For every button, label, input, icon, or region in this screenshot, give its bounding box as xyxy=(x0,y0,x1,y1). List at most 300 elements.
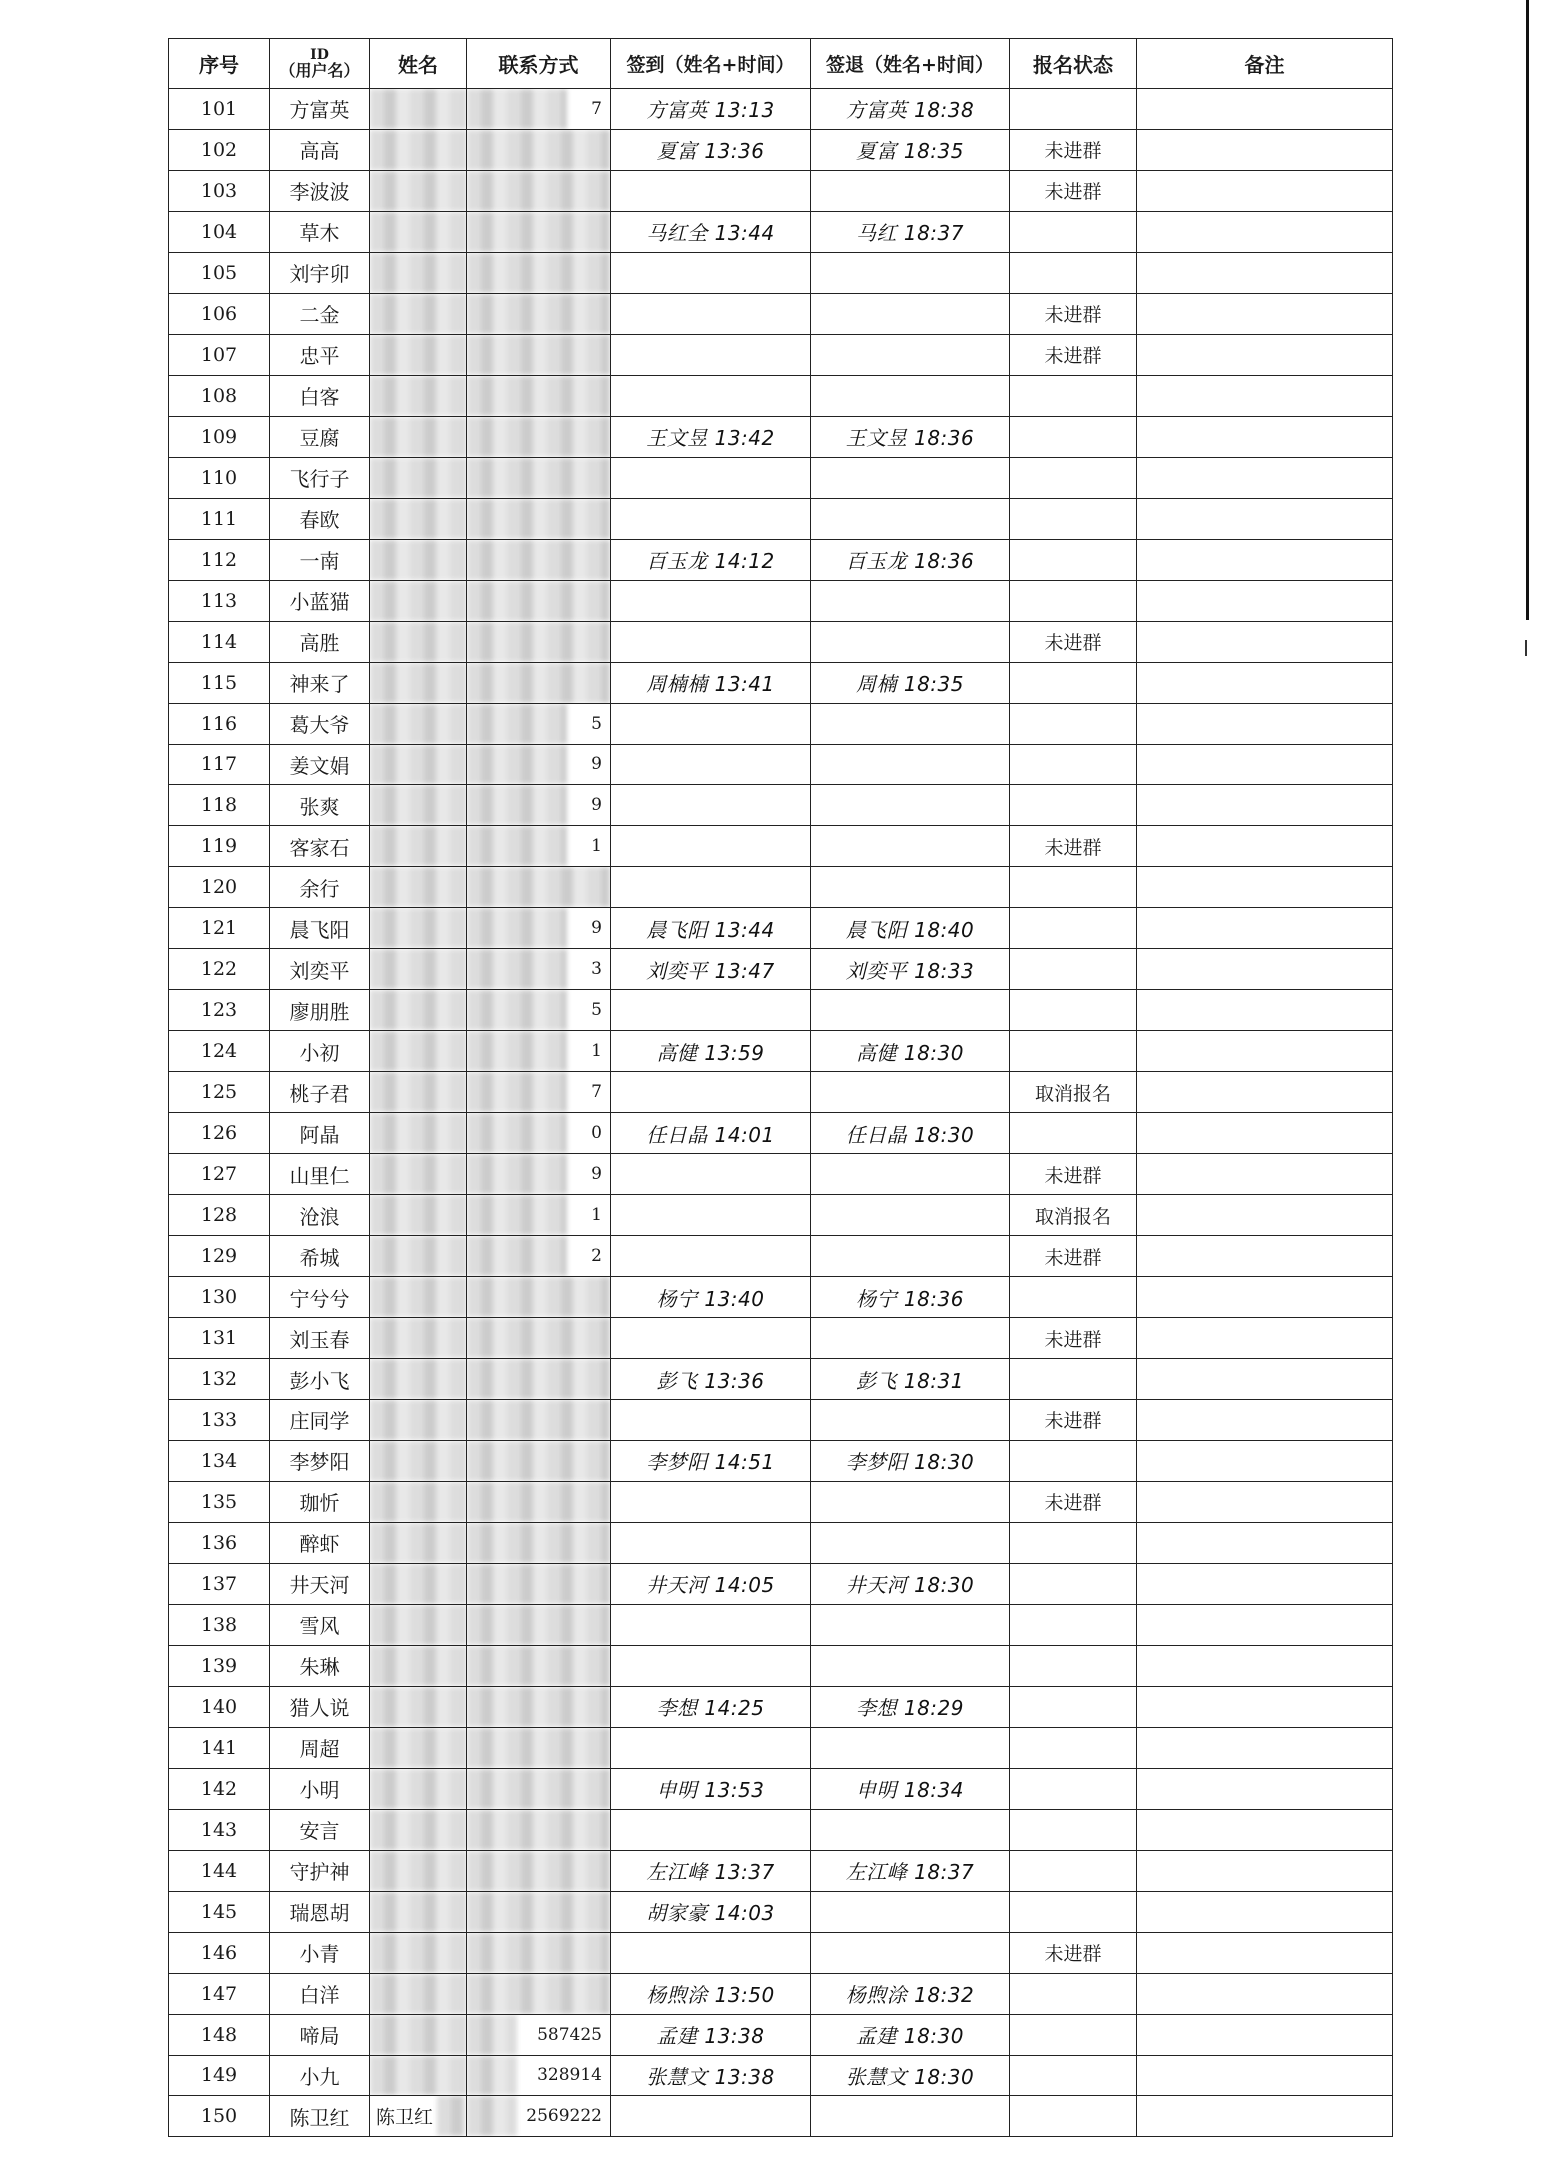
cell-id: 守护神 xyxy=(270,1850,370,1891)
cell-status xyxy=(1010,908,1137,949)
cell-sign-in: 井天河 14:05 xyxy=(611,1563,811,1604)
cell-status xyxy=(1010,580,1137,621)
table-row xyxy=(169,252,1393,293)
cell-status: 取消报名 xyxy=(1010,1072,1137,1113)
cell-sign-out xyxy=(811,252,1010,293)
cell-sign-out: 任日晶 18:30 xyxy=(811,1113,1010,1154)
cell-status: 未进群 xyxy=(1010,621,1137,662)
cell-name xyxy=(370,621,467,662)
cell-remark xyxy=(1137,1318,1393,1359)
cell-remark xyxy=(1137,1440,1393,1481)
cell-status: 未进群 xyxy=(1010,170,1137,211)
cell-seq: 104 xyxy=(169,211,270,252)
contact-tail-text: 7 xyxy=(591,98,602,119)
cell-contact xyxy=(467,1154,611,1195)
redaction-blur xyxy=(467,704,567,744)
redaction-blur xyxy=(370,499,466,539)
cell-name xyxy=(370,89,467,130)
cell-name xyxy=(370,1481,467,1522)
scan-edge-line xyxy=(1526,0,1529,620)
cell-sign-in: 李想 14:25 xyxy=(611,1686,811,1727)
cell-sign-in xyxy=(611,1604,811,1645)
redaction-blur xyxy=(467,1441,610,1481)
redaction-blur xyxy=(370,1359,466,1399)
cell-status xyxy=(1010,1686,1137,1727)
cell-id: 山里仁 xyxy=(270,1154,370,1195)
cell-name xyxy=(370,252,467,293)
cell-name xyxy=(370,1522,467,1563)
cell-id: 庄同学 xyxy=(270,1400,370,1441)
cell-status xyxy=(1010,1031,1137,1072)
cell-name xyxy=(370,1113,467,1154)
cell-id: 高高 xyxy=(270,129,370,170)
cell-sign-in xyxy=(611,744,811,785)
contact-tail-text: 0 xyxy=(591,1123,602,1144)
redaction-blur xyxy=(467,171,610,211)
redaction-blur xyxy=(370,253,466,293)
cell-sign-in xyxy=(611,170,811,211)
cell-seq: 133 xyxy=(169,1400,270,1441)
cell-seq: 129 xyxy=(169,1236,270,1277)
cell-name xyxy=(370,1400,467,1441)
cell-name xyxy=(370,170,467,211)
cell-seq: 121 xyxy=(169,908,270,949)
redaction-blur xyxy=(467,1400,610,1440)
cell-contact xyxy=(467,1522,611,1563)
cell-name xyxy=(370,1686,467,1727)
redaction-blur xyxy=(370,704,466,744)
cell-contact xyxy=(467,1973,611,2014)
cell-remark xyxy=(1137,293,1393,334)
redaction-blur xyxy=(370,171,466,211)
cell-id: 小青 xyxy=(270,1932,370,1973)
cell-status xyxy=(1010,703,1137,744)
cell-sign-out xyxy=(811,1727,1010,1768)
redaction-blur xyxy=(370,2056,466,2096)
cell-name xyxy=(370,1850,467,1891)
table-row xyxy=(169,1031,1393,1072)
cell-sign-in xyxy=(611,1727,811,1768)
cell-id: 方富英 xyxy=(270,89,370,130)
cell-name xyxy=(370,1563,467,1604)
table-row xyxy=(169,1604,1393,1645)
redaction-blur xyxy=(370,908,466,948)
cell-sign-out xyxy=(811,867,1010,908)
cell-seq: 119 xyxy=(169,826,270,867)
cell-remark xyxy=(1137,1236,1393,1277)
table-row xyxy=(169,375,1393,416)
cell-sign-out xyxy=(811,1195,1010,1236)
redaction-blur xyxy=(370,1072,466,1112)
cell-sign-in: 晨飞阳 13:44 xyxy=(611,908,811,949)
cell-sign-in: 夏富 13:36 xyxy=(611,129,811,170)
cell-remark xyxy=(1137,703,1393,744)
cell-sign-in xyxy=(611,252,811,293)
cell-name xyxy=(370,1809,467,1850)
cell-status xyxy=(1010,1359,1137,1400)
redaction-blur xyxy=(370,1523,466,1563)
cell-status xyxy=(1010,1809,1137,1850)
redaction-blur xyxy=(467,867,610,907)
cell-seq: 116 xyxy=(169,703,270,744)
redaction-blur xyxy=(467,1277,610,1317)
cell-status xyxy=(1010,785,1137,826)
cell-contact xyxy=(467,334,611,375)
cell-seq: 118 xyxy=(169,785,270,826)
table-row xyxy=(169,539,1393,580)
cell-id: 安言 xyxy=(270,1809,370,1850)
cell-sign-in: 彭飞 13:36 xyxy=(611,1359,811,1400)
cell-contact xyxy=(467,1481,611,1522)
cell-status xyxy=(1010,1563,1137,1604)
cell-contact xyxy=(467,1440,611,1481)
table-row xyxy=(169,1932,1393,1973)
redaction-blur xyxy=(467,1236,567,1276)
cell-seq: 150 xyxy=(169,2096,270,2137)
redaction-blur xyxy=(370,458,466,498)
cell-status xyxy=(1010,498,1137,539)
cell-seq: 102 xyxy=(169,129,270,170)
cell-remark xyxy=(1137,375,1393,416)
name-text: 陈卫红 xyxy=(376,2106,434,2129)
cell-id: 刘宇卯 xyxy=(270,252,370,293)
cell-remark xyxy=(1137,1400,1393,1441)
cell-id: 李梦阳 xyxy=(270,1440,370,1481)
cell-remark xyxy=(1137,1154,1393,1195)
cell-name xyxy=(370,416,467,457)
table-row xyxy=(169,744,1393,785)
cell-sign-in: 孟建 13:38 xyxy=(611,2014,811,2055)
cell-id: 宁兮兮 xyxy=(270,1277,370,1318)
cell-sign-out xyxy=(811,170,1010,211)
cell-sign-out xyxy=(811,375,1010,416)
cell-remark xyxy=(1137,1481,1393,1522)
redaction-blur xyxy=(370,417,466,457)
cell-seq: 145 xyxy=(169,1891,270,1932)
cell-name xyxy=(370,703,467,744)
cell-seq: 126 xyxy=(169,1113,270,1154)
table-row xyxy=(169,416,1393,457)
cell-remark xyxy=(1137,908,1393,949)
cell-id: 啼局 xyxy=(270,2014,370,2055)
cell-seq: 125 xyxy=(169,1072,270,1113)
cell-name xyxy=(370,580,467,621)
redaction-blur xyxy=(467,499,610,539)
cell-seq: 117 xyxy=(169,744,270,785)
redaction-blur xyxy=(467,2096,517,2136)
cell-sign-out: 杨煦涂 18:32 xyxy=(811,1973,1010,2014)
cell-seq: 148 xyxy=(169,2014,270,2055)
cell-sign-in xyxy=(611,1932,811,1973)
cell-id: 珈忻 xyxy=(270,1481,370,1522)
cell-remark xyxy=(1137,252,1393,293)
cell-sign-in: 申明 13:53 xyxy=(611,1768,811,1809)
cell-remark xyxy=(1137,1727,1393,1768)
redaction-blur xyxy=(467,745,567,785)
redaction-blur xyxy=(467,1974,610,2014)
cell-remark xyxy=(1137,1522,1393,1563)
cell-contact xyxy=(467,1195,611,1236)
redaction-blur xyxy=(370,785,466,825)
cell-seq: 149 xyxy=(169,2055,270,2096)
table-row xyxy=(169,89,1393,130)
cell-name xyxy=(370,1031,467,1072)
cell-name xyxy=(370,1727,467,1768)
cell-sign-out: 左江峰 18:37 xyxy=(811,1850,1010,1891)
cell-name xyxy=(370,826,467,867)
redaction-blur xyxy=(467,253,610,293)
cell-remark xyxy=(1137,334,1393,375)
cell-sign-in xyxy=(611,1809,811,1850)
cell-name xyxy=(370,1318,467,1359)
cell-name xyxy=(370,1195,467,1236)
cell-id: 一南 xyxy=(270,539,370,580)
cell-remark xyxy=(1137,662,1393,703)
cell-contact xyxy=(467,621,611,662)
cell-sign-in xyxy=(611,1645,811,1686)
cell-id: 猎人说 xyxy=(270,1686,370,1727)
cell-contact xyxy=(467,1072,611,1113)
cell-sign-out: 百玉龙 18:36 xyxy=(811,539,1010,580)
cell-seq: 107 xyxy=(169,334,270,375)
cell-status xyxy=(1010,1522,1137,1563)
cell-sign-in: 李梦阳 14:51 xyxy=(611,1440,811,1481)
cell-name xyxy=(370,457,467,498)
redaction-blur xyxy=(370,1769,466,1809)
cell-id: 小九 xyxy=(270,2055,370,2096)
cell-sign-out: 方富英 18:38 xyxy=(811,89,1010,130)
redaction-blur xyxy=(370,826,466,866)
cell-sign-in xyxy=(611,785,811,826)
cell-remark xyxy=(1137,580,1393,621)
cell-seq: 141 xyxy=(169,1727,270,1768)
cell-sign-out: 马红 18:37 xyxy=(811,211,1010,252)
cell-seq: 120 xyxy=(169,867,270,908)
contact-tail-text: 9 xyxy=(591,1164,602,1185)
header-id-bottom: （用户名） xyxy=(279,60,360,80)
cell-contact xyxy=(467,1809,611,1850)
redaction-blur xyxy=(467,1523,610,1563)
redaction-blur xyxy=(370,540,466,580)
cell-remark xyxy=(1137,621,1393,662)
cell-contact xyxy=(467,1727,611,1768)
cell-seq: 112 xyxy=(169,539,270,580)
cell-sign-in xyxy=(611,621,811,662)
cell-name xyxy=(370,744,467,785)
contact-tail-text: 5 xyxy=(591,713,602,734)
cell-id: 刘玉春 xyxy=(270,1318,370,1359)
cell-name xyxy=(370,1440,467,1481)
redaction-blur xyxy=(370,1318,466,1358)
cell-contact xyxy=(467,375,611,416)
cell-id: 小初 xyxy=(270,1031,370,1072)
redaction-blur xyxy=(467,1154,567,1194)
header-sign-out: 签退（姓名+时间） xyxy=(811,39,1010,89)
cell-contact xyxy=(467,703,611,744)
cell-contact xyxy=(467,1563,611,1604)
redaction-blur xyxy=(370,1277,466,1317)
cell-remark xyxy=(1137,1072,1393,1113)
cell-id: 余行 xyxy=(270,867,370,908)
contact-tail-text: 1 xyxy=(591,1041,602,1062)
cell-seq: 130 xyxy=(169,1277,270,1318)
table-row xyxy=(169,1563,1393,1604)
cell-sign-out: 夏富 18:35 xyxy=(811,129,1010,170)
cell-contact xyxy=(467,1604,611,1645)
table-row xyxy=(169,1072,1393,1113)
cell-contact xyxy=(467,416,611,457)
cell-sign-out xyxy=(811,1072,1010,1113)
contact-tail-text: 2 xyxy=(591,1246,602,1267)
redaction-blur xyxy=(467,1605,610,1645)
cell-sign-in xyxy=(611,498,811,539)
cell-remark xyxy=(1137,1850,1393,1891)
redaction-blur xyxy=(370,1400,466,1440)
cell-sign-in: 高健 13:59 xyxy=(611,1031,811,1072)
redaction-blur xyxy=(370,2015,466,2055)
cell-contact xyxy=(467,2055,611,2096)
redaction-blur xyxy=(467,1113,567,1153)
cell-contact xyxy=(467,2014,611,2055)
cell-id: 沧浪 xyxy=(270,1195,370,1236)
cell-id: 桃子君 xyxy=(270,1072,370,1113)
redaction-blur xyxy=(467,1318,610,1358)
redaction-blur xyxy=(370,867,466,907)
redaction-blur xyxy=(370,990,466,1030)
cell-name xyxy=(370,1359,467,1400)
cell-status xyxy=(1010,867,1137,908)
table-row xyxy=(169,908,1393,949)
cell-remark xyxy=(1137,129,1393,170)
cell-remark xyxy=(1137,2096,1393,2137)
table-row xyxy=(169,1154,1393,1195)
redaction-blur xyxy=(467,949,567,989)
cell-id: 阿晶 xyxy=(270,1113,370,1154)
cell-seq: 131 xyxy=(169,1318,270,1359)
cell-seq: 137 xyxy=(169,1563,270,1604)
contact-tail-text: 2569222 xyxy=(526,2106,602,2127)
cell-sign-in xyxy=(611,1195,811,1236)
redaction-blur xyxy=(370,1195,466,1235)
cell-seq: 123 xyxy=(169,990,270,1031)
redaction-blur xyxy=(467,785,567,825)
cell-seq: 122 xyxy=(169,949,270,990)
cell-sign-out xyxy=(811,1154,1010,1195)
cell-contact xyxy=(467,170,611,211)
redaction-blur xyxy=(370,1154,466,1194)
cell-sign-out xyxy=(811,1522,1010,1563)
redaction-blur xyxy=(370,622,466,662)
cell-contact xyxy=(467,1850,611,1891)
cell-sign-in: 张慧文 13:38 xyxy=(611,2055,811,2096)
cell-id: 姜文娟 xyxy=(270,744,370,785)
cell-status xyxy=(1010,1113,1137,1154)
cell-name xyxy=(370,293,467,334)
cell-seq: 115 xyxy=(169,662,270,703)
cell-sign-out xyxy=(811,1645,1010,1686)
cell-contact xyxy=(467,1236,611,1277)
cell-seq: 146 xyxy=(169,1932,270,1973)
cell-sign-in: 王文昱 13:42 xyxy=(611,416,811,457)
cell-seq: 111 xyxy=(169,498,270,539)
redaction-blur xyxy=(467,1933,610,1973)
cell-id: 晨飞阳 xyxy=(270,908,370,949)
table-row xyxy=(169,2014,1393,2055)
redaction-blur xyxy=(370,1564,466,1604)
cell-seq: 128 xyxy=(169,1195,270,1236)
cell-seq: 142 xyxy=(169,1768,270,1809)
table-row xyxy=(169,621,1393,662)
cell-sign-out: 彭飞 18:31 xyxy=(811,1359,1010,1400)
cell-sign-out xyxy=(811,580,1010,621)
table-row xyxy=(169,826,1393,867)
cell-sign-out xyxy=(811,785,1010,826)
redaction-blur xyxy=(467,1564,610,1604)
cell-sign-out: 高健 18:30 xyxy=(811,1031,1010,1072)
cell-sign-out xyxy=(811,334,1010,375)
table-row xyxy=(169,457,1393,498)
cell-contact xyxy=(467,744,611,785)
cell-status xyxy=(1010,457,1137,498)
header-remark: 备注 xyxy=(1137,39,1393,89)
cell-sign-out: 井天河 18:30 xyxy=(811,1563,1010,1604)
cell-id: 朱琳 xyxy=(270,1645,370,1686)
cell-sign-out xyxy=(811,1236,1010,1277)
cell-status xyxy=(1010,89,1137,130)
cell-name xyxy=(370,990,467,1031)
cell-status xyxy=(1010,1727,1137,1768)
cell-remark xyxy=(1137,1973,1393,2014)
table-row xyxy=(169,1850,1393,1891)
table-row xyxy=(169,170,1393,211)
cell-status xyxy=(1010,949,1137,990)
cell-name xyxy=(370,2055,467,2096)
cell-name xyxy=(370,1154,467,1195)
cell-status xyxy=(1010,1891,1137,1932)
cell-sign-out xyxy=(811,1400,1010,1441)
cell-remark xyxy=(1137,498,1393,539)
cell-name xyxy=(370,1932,467,1973)
cell-contact xyxy=(467,129,611,170)
cell-name xyxy=(370,211,467,252)
cell-status xyxy=(1010,662,1137,703)
contact-tail-text: 587425 xyxy=(537,2024,602,2045)
cell-seq: 138 xyxy=(169,1604,270,1645)
header-contact: 联系方式 xyxy=(467,39,611,89)
redaction-blur xyxy=(467,1851,610,1891)
cell-sign-in xyxy=(611,1236,811,1277)
cell-id: 飞行子 xyxy=(270,457,370,498)
table-row xyxy=(169,1768,1393,1809)
cell-sign-out xyxy=(811,2096,1010,2137)
cell-name xyxy=(370,1236,467,1277)
cell-sign-out xyxy=(811,1318,1010,1359)
cell-sign-out xyxy=(811,990,1010,1031)
cell-seq: 105 xyxy=(169,252,270,293)
cell-name xyxy=(370,1645,467,1686)
table-row xyxy=(169,211,1393,252)
cell-remark xyxy=(1137,457,1393,498)
cell-seq: 140 xyxy=(169,1686,270,1727)
cell-id: 春欧 xyxy=(270,498,370,539)
table-row xyxy=(169,1277,1393,1318)
cell-seq: 103 xyxy=(169,170,270,211)
table-row xyxy=(169,1440,1393,1481)
cell-status xyxy=(1010,2055,1137,2096)
cell-name xyxy=(370,867,467,908)
cell-remark xyxy=(1137,2055,1393,2096)
cell-remark xyxy=(1137,826,1393,867)
